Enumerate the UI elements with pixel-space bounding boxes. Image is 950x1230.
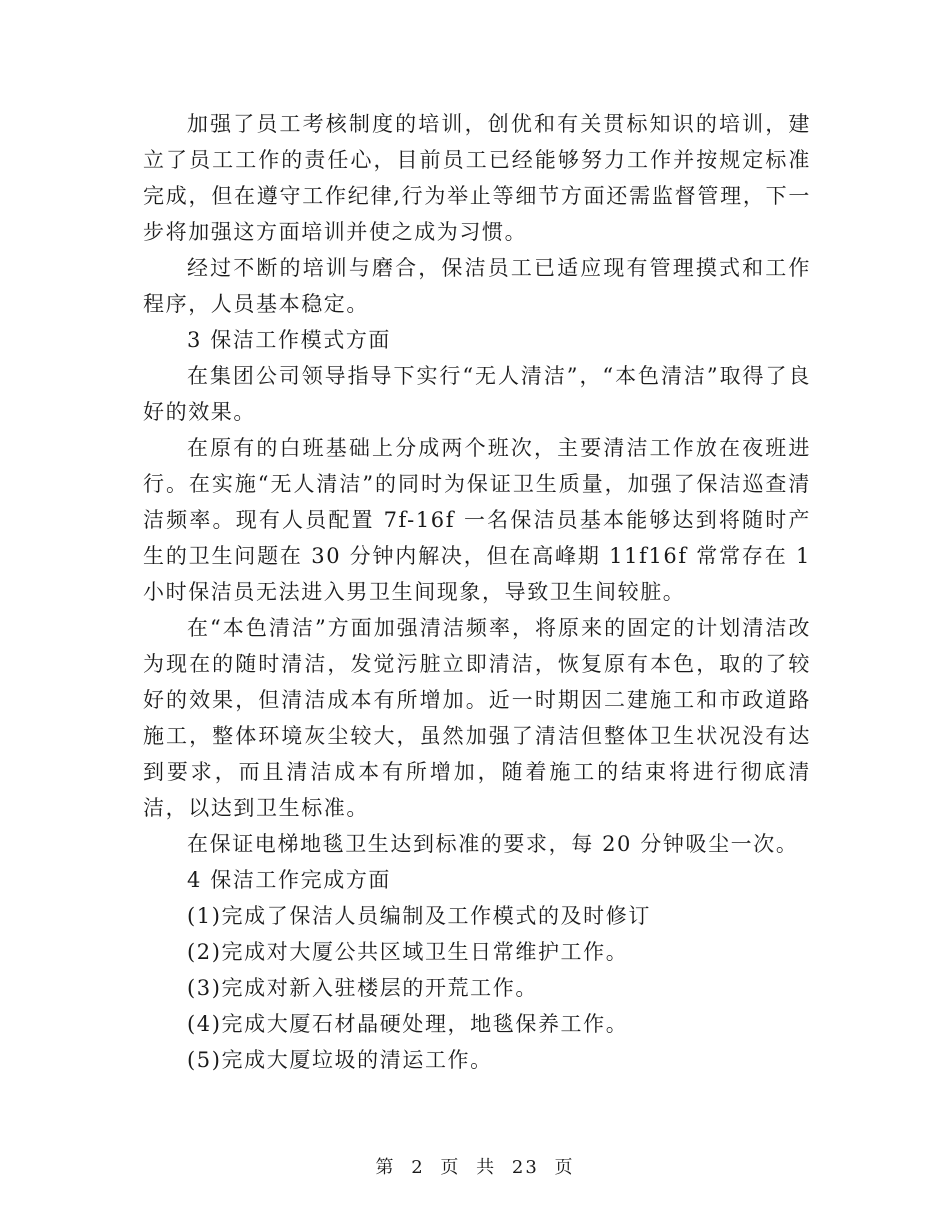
paragraph-training: 加强了员工考核制度的培训，创优和有关贯标知识的培训，建立了员工工作的责任心，目前员工已经能够努力工作并按规定标准完成，但在遵守工作纪律,行为举止等细节方面还需监督管理，下一步将加强这方面培训并使之成为习惯。	[143, 112, 811, 244]
section-heading-completion: 4 保洁工作完成方面	[187, 868, 392, 892]
list-item-1: (1)完成了保洁人员编制及工作模式的及时修订	[187, 904, 651, 928]
document-body	[143, 106, 811, 1078]
list-item-5: (5)完成大厦垃圾的清运工作。	[187, 1048, 493, 1072]
footer-total-pages: 23	[511, 1157, 539, 1178]
list-item-2: (2)完成对大厦公共区域卫生日常维护工作。	[187, 940, 629, 964]
page-footer	[0, 1153, 950, 1179]
footer-prefix: 第	[375, 1157, 396, 1178]
list-item-3: (3)完成对新入驻楼层的开荒工作。	[187, 976, 538, 1000]
paragraph-adaptation: 经过不断的培训与磨合，保洁员工已适应现有管理摸式和工作程序，人员基本稳定。	[143, 256, 811, 316]
paragraph-unmanned-cleaning: 在集团公司领导指导下实行“无人清洁”，“本色清洁”取得了良好的效果。	[143, 364, 811, 424]
section-heading-mode: 3 保洁工作模式方面	[187, 328, 392, 352]
footer-total-word: 共	[476, 1157, 497, 1178]
paragraph-shifts: 在原有的白班基础上分成两个班次，主要清洁工作放在夜班进行。在实施“无人清洁”的同时为保证卫生质量，加强了保洁巡查清洁频率。现有人员配置 7f-16f 一名保洁员基本能够达到将随时产生的卫生问题在 30 分钟内解决，但在高峰期 11f16f 常常存在 1 小时保洁员无法进入男卫生间现象，导致卫生间较脏。	[143, 436, 811, 604]
paragraph-natural-color-cleaning: 在“本色清洁”方面加强清洁频率，将原来的固定的计划清洁改为现在的随时清洁，发觉污脏立即清洁，恢复原有本色，取的了较好的效果，但清洁成本有所增加。近一时期因二建施工和市政道路施工，整体环境灰尘较大，虽然加强了清洁但整体卫生状况没有达到要求，而且清洁成本有所增加，随着施工的结束将进行彻底清洁，以达到卫生标准。	[143, 616, 811, 820]
footer-page-word: 页	[440, 1157, 461, 1178]
paragraph-elevator-carpet: 在保证电梯地毯卫生达到标准的要求，每 20 分钟吸尘一次。	[187, 832, 799, 856]
footer-suffix: 页	[554, 1157, 575, 1178]
list-item-4: (4)完成大厦石材晶硬处理，地毯保养工作。	[187, 1012, 629, 1036]
footer-current-page: 2	[411, 1157, 425, 1178]
